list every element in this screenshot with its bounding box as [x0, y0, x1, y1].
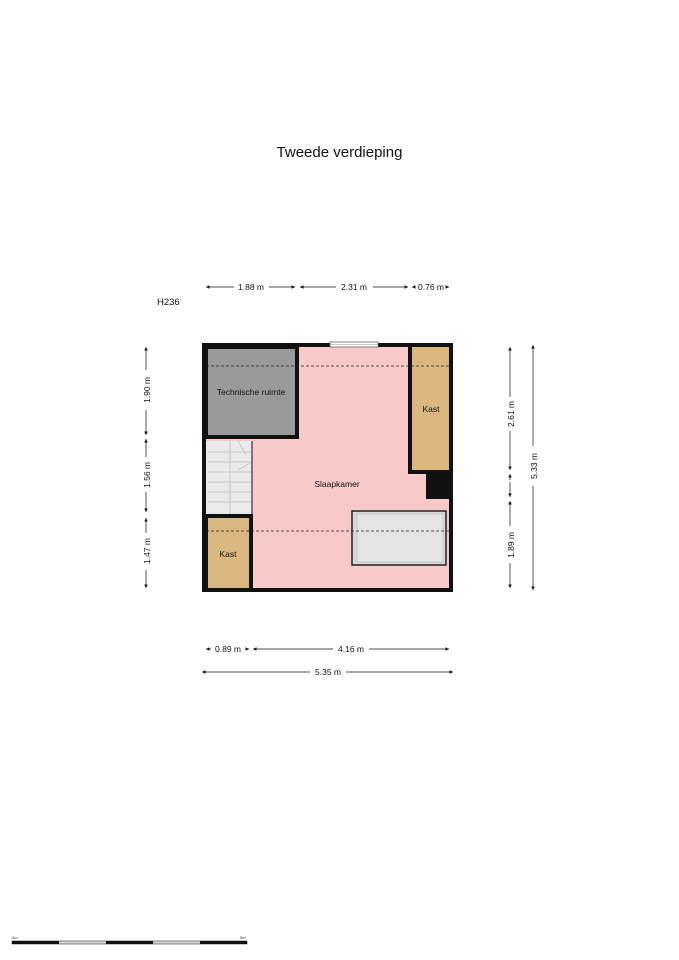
room-label-bedroom: Slaapkamer	[314, 479, 360, 489]
dim-top-1: 1.88 m	[238, 282, 264, 292]
room-label-closet-right: Kast	[422, 404, 440, 414]
dim-left-3: 1.47 m	[142, 538, 152, 564]
scale-label-start: 0m	[12, 935, 18, 940]
dim-right-2: 1.89 m	[506, 532, 516, 558]
dim-left-2: 1.56 m	[142, 462, 152, 488]
dim-bottom-2: 4.16 m	[338, 644, 364, 654]
scale-bar	[12, 941, 247, 944]
dim-right-total: 5.33 m	[529, 453, 539, 479]
dim-top-2: 2.31 m	[341, 282, 367, 292]
dim-right-1: 2.61 m	[506, 401, 516, 427]
plan-code: H236	[157, 297, 180, 308]
dim-top-3: 0.76 m	[418, 282, 444, 292]
dim-bottom-1: 0.89 m	[215, 644, 241, 654]
dim-left-1: 1.90 m	[142, 377, 152, 403]
floor-title: Tweede verdieping	[276, 144, 403, 161]
dim-bottom-total: 5.35 m	[315, 667, 341, 677]
room-label-closet-left: Kast	[219, 549, 237, 559]
scale-label-end: 5m	[240, 935, 246, 940]
chimney-block	[426, 474, 451, 499]
room-label-technical: Technische ruimte	[216, 387, 286, 397]
